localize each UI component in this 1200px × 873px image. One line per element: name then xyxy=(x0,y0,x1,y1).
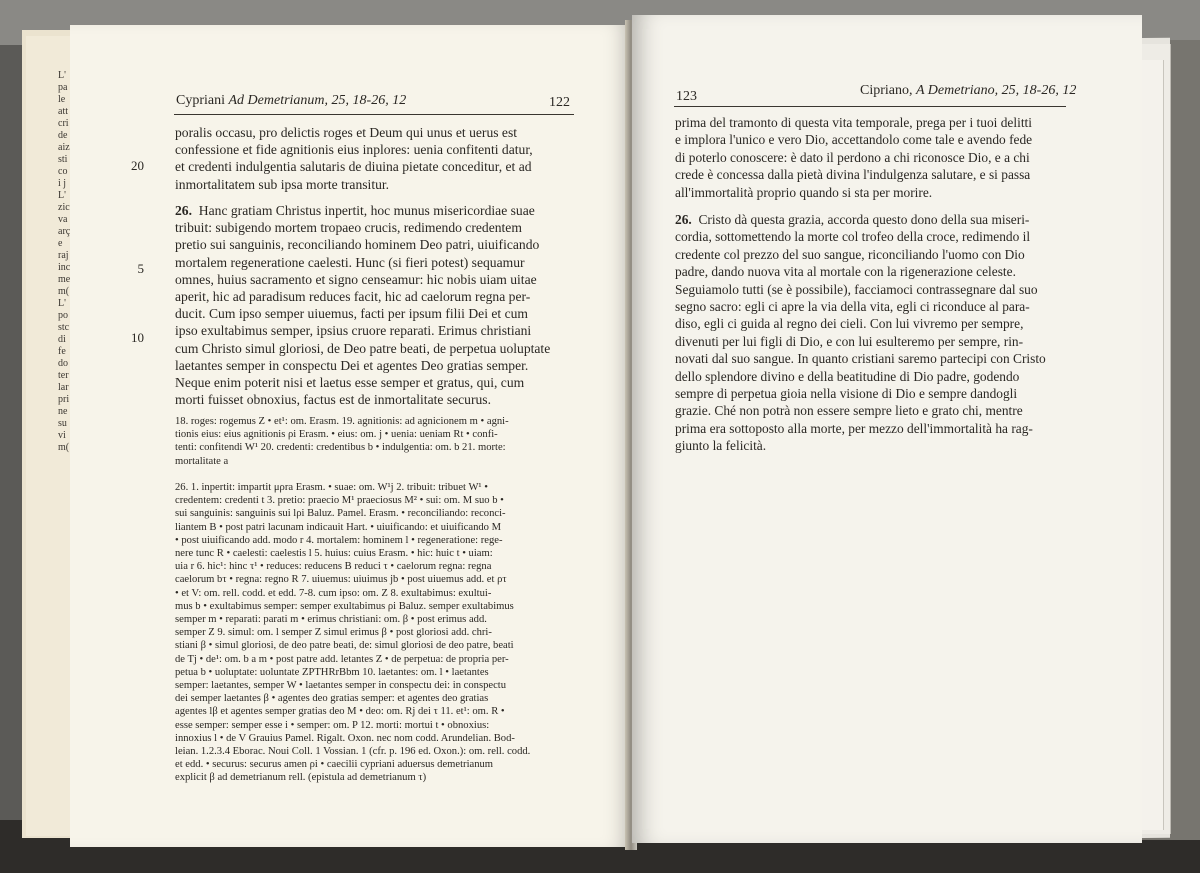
text-line: inmortalitatem sub ipsa morte transitur. xyxy=(175,176,390,192)
text-line: prima era sottoposto alla morte, per mezzo dell'immortalità ha rag- xyxy=(675,420,1033,436)
text-line: giunto la felicità. xyxy=(675,438,767,454)
text-line: grazie. Ché non potrà non essere sempre lieto e grato chi, mentre xyxy=(675,403,1023,419)
apparatus-line: innoxius l • de V Grauius Pamel. Rigalt. Oxon. nec nom codd. Arundelian. Bod- xyxy=(175,732,515,744)
running-head-title: A Demetriano, 25, 18-26, 12 xyxy=(916,83,1077,98)
edge-fragment: inc xyxy=(58,262,71,273)
edge-fragment: di xyxy=(58,334,66,345)
edge-fragment: att xyxy=(58,106,68,117)
edge-fragment: le xyxy=(58,94,66,105)
text-line: padre, dando nuova vita al mortale con la rigenerazione celeste. xyxy=(675,264,1016,280)
apparatus-line: et edd. • securus: securus amen ρi • caecilii cypriani aduersus demetrianum xyxy=(175,759,494,771)
apparatus-line: credentem: credenti t 3. pretio: praecio M¹ praeciosus M² • sui: om. M suo b • xyxy=(175,495,504,507)
text-line: et credenti indulgentia salutaris de diuina pietate conceditur, et ad xyxy=(175,159,532,175)
apparatus-line: liantem B • post patri lacunam indicauit Hart. • uiuificando: et uiuificando M xyxy=(175,521,502,533)
apparatus-line: leian. 1.2.3.4 Eborac. Noui Coll. 1 Vossian. 1 (cfr. p. 196 ed. Oxon.): om. rell. codd. xyxy=(175,746,531,758)
left-page xyxy=(70,25,630,847)
text-line: omnes, huius sacramento et signo censeamur: hic nobis uiam uitae xyxy=(175,271,537,287)
text-line: ducit. Cum ipso semper uiuemus, facti per ipsum filii Dei et cum xyxy=(175,306,528,322)
apparatus-line: tenti: confitendi W¹ 20. credenti: credentibus b • indulgentia: om. b 21. morte: xyxy=(175,442,506,454)
apparatus-line: uia r 6. hic¹: hinc τ¹ • reduces: reducens B reduci τ • caelorum regna: regna xyxy=(175,561,492,573)
text-line: credente col prezzo del suo sangue, riconciliando l'uomo con Dio xyxy=(675,246,1025,262)
text-line: divenuti per lui figli di Dio, e con lui esulteremo per sempre, rin- xyxy=(675,333,1024,349)
latin-section-26 xyxy=(175,202,550,408)
apparatus-line: mus b • exultabimus semper: semper exultabimus ρi Baluz. semper exultabimus xyxy=(175,600,514,612)
apparatus-line: caelorum bτ • regna: regno R 7. uiuemus: uiuimus jb • post uiuemus add. et ρτ xyxy=(175,574,507,586)
critical-apparatus-26 xyxy=(175,481,530,785)
edge-fragment: e xyxy=(58,238,63,249)
line-number: 20 xyxy=(131,158,144,173)
section-number: 26. xyxy=(675,212,692,227)
apparatus-line: nere tunc R • caelesti: caelestis l 5. huius: cuius Erasm. • hic: huic t • uiam: xyxy=(175,548,493,560)
text-line: laetantes semper in conspectu Dei et agentes Deo gratias semper. xyxy=(175,357,529,373)
edge-fragment: zic xyxy=(58,202,70,213)
text-line: Cristo dà questa grazia, accorda questo dono della sua miseri- xyxy=(698,212,1030,227)
edge-fragment: me xyxy=(58,274,71,285)
text-line: di poterlo conoscere: è dato il perdono a chi riconosce Dio, e a chi xyxy=(675,149,1030,165)
edge-fragment: L' xyxy=(58,298,66,309)
page-number-right: 123 xyxy=(676,89,697,104)
apparatus-line: stiani β • simul gloriosi, de deo patre beati, de: simul gloriosi de deo patre, beati xyxy=(175,640,514,652)
edge-fragment: de xyxy=(58,130,68,141)
edge-fragment: do xyxy=(58,358,68,369)
line-number: 5 xyxy=(137,261,144,276)
text-line: poralis occasu, pro delictis roges et Deum qui unus et uerus est xyxy=(175,125,518,140)
apparatus-line: 26. 1. inpertit: impartit μρra Erasm. • suae: om. W¹j 2. tribuit: tribuet W¹ • xyxy=(175,482,488,493)
text-line: all'immortalità proprio quando si sta per morire. xyxy=(675,184,933,200)
edge-fragment: ter xyxy=(58,370,69,381)
edge-fragment: cri xyxy=(58,118,69,129)
apparatus-line: esse semper: semper esse i • semper: om. P 12. morti: mortui t • obnoxius: xyxy=(175,719,490,731)
text-line: aperit, hic ad paradisum reduces facit, hic ad caelorum regna per- xyxy=(175,289,531,305)
apparatus-line: petua b • uoluptate: uoluntate ZPTHRrBbm 10. laetantes: om. l • laetantes xyxy=(175,666,489,678)
edge-fragment: va xyxy=(58,214,68,225)
edge-fragment: m( xyxy=(58,286,70,297)
text-line: ipso exultabimus semper, ipsius cruore reparati. Erimus christiani xyxy=(175,323,532,339)
text-line: segno sacro: egli ci apre la via della vita, egli ci riconduce al para- xyxy=(675,299,1030,315)
italian-text-continuation xyxy=(675,114,1032,201)
running-head-author: Cipriano, xyxy=(860,83,913,98)
edge-fragment: arç xyxy=(58,226,71,237)
apparatus-line: tionis eius: eius agnitionis ρi Erasm. • eius: om. j • uenia: ueniam Rt • confi- xyxy=(175,429,498,441)
edge-fragment: pa xyxy=(58,82,68,93)
text-line: confessione et fide agnitionis eius inplores: uenia confitenti datur, xyxy=(175,142,533,158)
text-line: mortalem regeneratione caelesti. Hunc (si fieri potest) sequamur xyxy=(175,254,525,270)
running-head-left xyxy=(176,93,406,109)
running-head-author: Cypriani xyxy=(176,93,225,108)
edge-fragment: fe xyxy=(58,346,66,357)
italian-section-26 xyxy=(675,211,1046,455)
apparatus-line: semper: laetantes, semper W • laetantes semper in conspectu dei: in conspectu xyxy=(175,680,507,692)
edge-fragment: ne xyxy=(58,406,68,417)
text-line: Hanc gratiam Christus inpertit, hoc munus misericordiae suae xyxy=(198,203,535,218)
text-line: cordia, sottomettendo la morte col trofeo della croce, redimendo il xyxy=(675,229,1031,245)
text-line: morti fuisset obnoxius, factus est de inmortalitate securus. xyxy=(175,392,491,408)
edge-fragment: po xyxy=(58,310,68,321)
edge-fragment: sti xyxy=(58,154,68,165)
edge-fragment: stc xyxy=(58,322,70,333)
edge-fragment: pri xyxy=(58,394,70,405)
apparatus-line: explicit β ad demetrianum rell. (epistula ad demetrianum τ) xyxy=(175,772,427,784)
text-line: sempre di perpetua gioia nella visione di Dio e sempre dandogli xyxy=(675,386,1018,402)
page-number-left: 122 xyxy=(549,95,570,110)
edge-fragment: raj xyxy=(58,250,69,261)
header-rule-right xyxy=(674,106,1066,107)
apparatus-line: de Tj • de¹: om. b a m • post patre add. letantes Z • de perpetua: de propria per- xyxy=(175,653,509,665)
text-line: Seguiamolo tutti (se è possibile), facciamoci contrassegnare dal suo xyxy=(675,281,1038,297)
text-line: prima del tramonto di questa vita temporale, prega per i tuoi delitti xyxy=(675,115,1032,130)
edge-fragment: i j xyxy=(58,178,67,189)
text-line: Neque enim poterit nisi et laetus esse semper et gratus, qui, cum xyxy=(175,375,525,391)
apparatus-line: semper m • reparati: parati m • erimus christiani: om. β • post erimus add. xyxy=(175,614,487,626)
edge-fragment: su xyxy=(58,418,67,429)
apparatus-line: 18. roges: rogemus Z • et¹: om. Erasm. 19. agnitionis: ad agnicionem m • agni- xyxy=(175,416,509,427)
running-head-title: Ad Demetrianum, 25, 18-26, 12 xyxy=(228,93,407,108)
right-page xyxy=(632,15,1142,843)
edge-fragment: vi xyxy=(58,430,66,441)
apparatus-line: • et V: om. rell. codd. et edd. 7-8. cum ipso: om. Z 8. exultabimus: exultui- xyxy=(175,587,492,599)
apparatus-line: sui sanguinis: sanguinis sui lρi Baluz. Pamel. Erasm. • reconciliando: reconci- xyxy=(175,508,506,520)
apparatus-line: agentes lβ et agentes semper gratias deo M • deo: om. Rj dei τ 11. et¹: om. R • xyxy=(175,706,505,718)
text-line: pretio sui sanguinis, reconciliando hominem Deo patri, uiuificando xyxy=(175,237,540,253)
text-line: crede è concessa dalla pietà divina l'indulgenza salutare, e si passa xyxy=(675,167,1031,183)
critical-apparatus-25 xyxy=(175,415,509,468)
apparatus-line: dei semper laetantes β • agentes deo gratias semper: et agentes deo gratias xyxy=(175,693,489,705)
text-line: e implora l'unico e vero Dio, accettandolo come tale e avendo fede xyxy=(675,132,1033,148)
edge-fragment: co xyxy=(58,166,68,177)
edge-fragment: L' xyxy=(58,70,66,81)
text-line: tribuit: subigendo mortem tropaeo crucis, redimendo credentem xyxy=(175,220,522,236)
apparatus-line: semper Z 9. simul: om. l semper Z simul erimus β • post gloriosi add. chri- xyxy=(175,627,492,639)
section-number: 26. xyxy=(175,203,192,218)
line-number: 10 xyxy=(131,330,144,345)
edge-fragment: L' xyxy=(58,190,66,201)
running-head-right xyxy=(860,83,1076,99)
edge-fragment: lar xyxy=(58,382,69,393)
header-rule-left xyxy=(174,114,574,115)
text-line: novati dal suo sangue. In quanto cristiani saremo partecipi con Cristo xyxy=(675,351,1046,367)
text-line: cum Christo simul gloriosi, de Deo patre beati, de perpetua uoluptate xyxy=(175,340,551,356)
edge-fragment: m( xyxy=(58,442,70,453)
latin-text-continuation xyxy=(175,124,533,193)
edge-fragment: aiz xyxy=(58,142,70,153)
apparatus-line: • post uiuificando add. modo r 4. mortalem: hominem l • regeneratione: rege- xyxy=(175,534,503,546)
apparatus-line: mortalitate a xyxy=(175,455,229,467)
text-line: diso, egli ci guida al regno dei cieli. Con lui vivremo per sempre, xyxy=(675,316,1024,332)
text-line: dello splendore divino e della beatitudine di Dio padre, godendo xyxy=(675,368,1020,384)
